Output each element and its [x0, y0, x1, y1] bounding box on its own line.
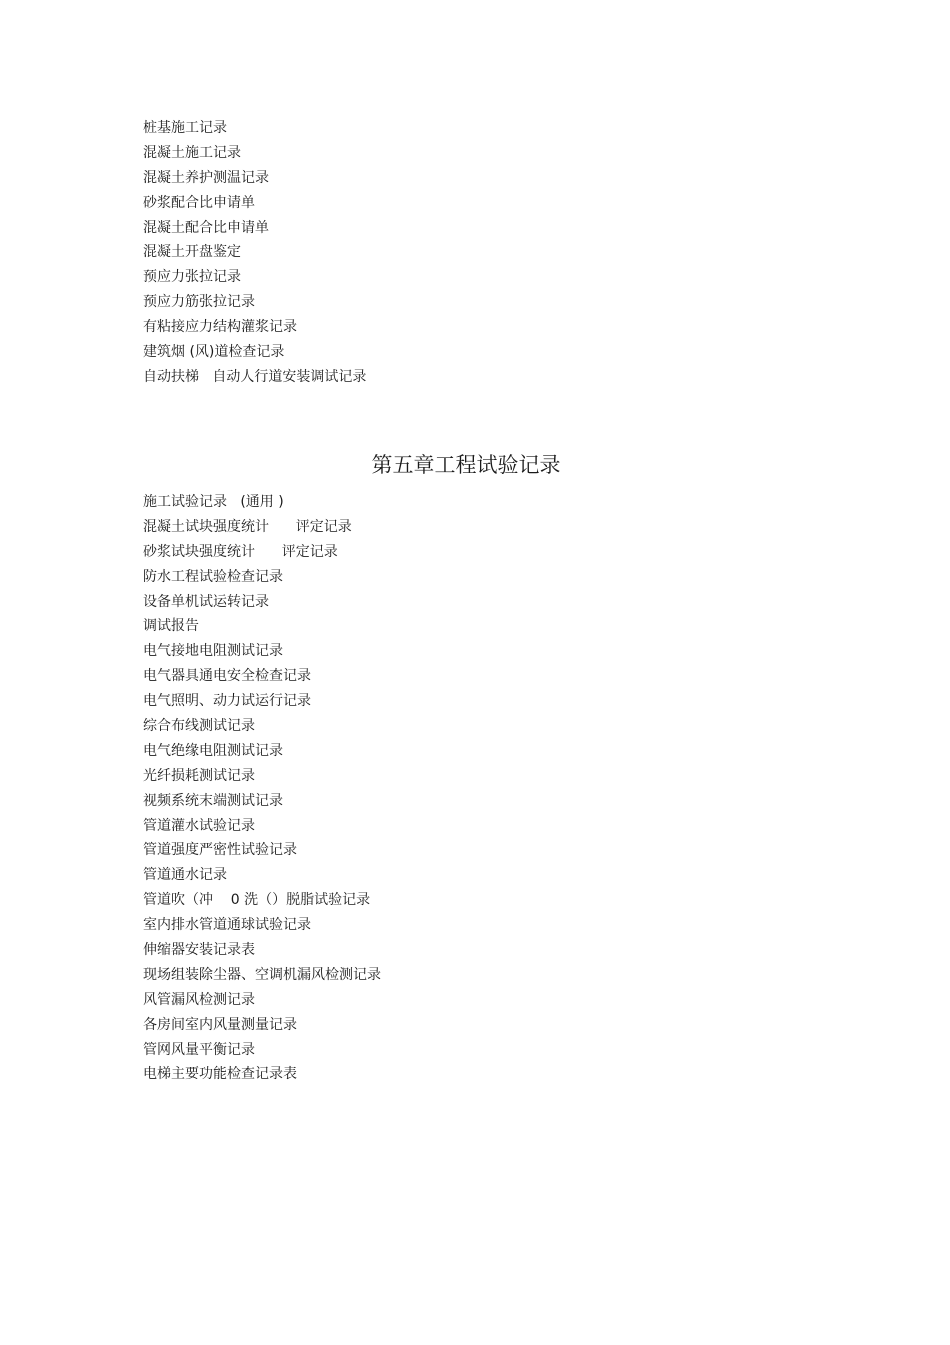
list-item: 桩基施工记录	[143, 120, 227, 136]
list-item: 伸缩器安装记录表	[143, 942, 255, 959]
list-item: 电气照明、动力试运行记录	[143, 693, 311, 710]
list-item: 混凝土试块强度统计 评定记录	[143, 518, 352, 535]
list-item: 砂浆配合比申请单	[143, 194, 255, 211]
list-item: 有粘接应力结构灌浆记录	[143, 319, 297, 336]
list-item: 电气接地电阻测试记录	[143, 643, 283, 660]
list-item: 现场组装除尘器、空调机漏风检测记录	[143, 966, 381, 983]
list-item: 管网风量平衡记录	[143, 1041, 255, 1058]
list-item: 电气绝缘电阻测试记录	[143, 742, 283, 759]
list-item: 防水工程试验检查记录	[143, 568, 283, 585]
list-item: 管道灌水试验记录	[143, 817, 255, 834]
list-item: 混凝土施工记录	[143, 144, 241, 161]
list-item: 建筑烟 (风)道检查记录	[143, 344, 285, 361]
record-list-chapter-5	[143, 490, 381, 1087]
list-item: 调试报告	[143, 618, 199, 635]
list-item: 混凝土养护测温记录	[143, 169, 269, 186]
record-list-top	[143, 116, 366, 390]
chapter-title: 第五章工程试验记录	[371, 453, 561, 477]
list-item: 自动扶梯 自动人行道安装调试记录	[143, 368, 367, 385]
list-item: 设备单机试运转记录	[143, 593, 269, 610]
list-item: 混凝土开盘鉴定	[143, 244, 241, 261]
list-item: 混凝土配合比申请单	[143, 219, 269, 236]
list-item: 室内排水管道通球试验记录	[143, 917, 311, 934]
list-item: 预应力张拉记录	[143, 269, 241, 286]
list-item: 管道强度严密性试验记录	[143, 842, 297, 859]
list-item: 视频系统末端测试记录	[143, 792, 283, 809]
list-item: 电梯主要功能检查记录表	[143, 1066, 297, 1083]
list-item: 预应力筋张拉记录	[143, 294, 255, 311]
list-item: 光纤损耗测试记录	[143, 767, 255, 784]
list-item: 管道吹（冲 0 洗（）脱脂试验记录	[143, 892, 371, 909]
list-item: 各房间室内风量测量记录	[143, 1016, 297, 1033]
list-item: 施工试验记录 (通用 )	[143, 494, 284, 510]
list-item: 综合布线测试记录	[143, 718, 255, 735]
list-item: 砂浆试块强度统计 评定记录	[143, 543, 338, 560]
list-item: 管道通水记录	[143, 867, 227, 884]
list-item: 风管漏风检测记录	[143, 991, 255, 1008]
list-item: 电气器具通电安全检查记录	[143, 668, 311, 685]
